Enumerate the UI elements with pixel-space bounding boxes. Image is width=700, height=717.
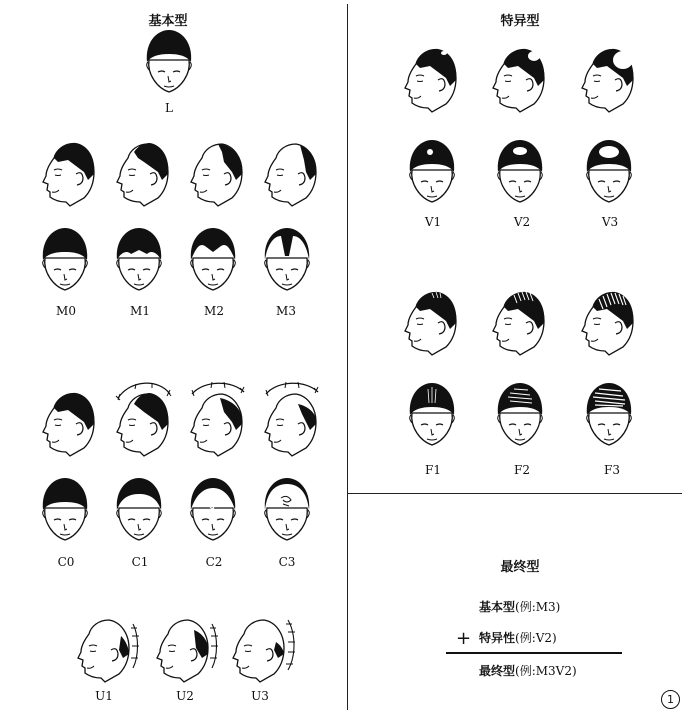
formula-specific-label: 特异性	[479, 631, 516, 645]
vertical-divider	[347, 4, 348, 710]
label-M3: M3	[276, 304, 296, 318]
plus-sign: +	[456, 628, 472, 649]
head-top-view-F1	[404, 381, 460, 447]
head-side-view-F2	[490, 285, 548, 357]
head-top-view-L	[141, 28, 197, 94]
head-side-view-M3	[262, 136, 320, 208]
head-side-view-U2	[154, 612, 220, 684]
label-C3: C3	[278, 555, 296, 569]
head-side-view-U1	[75, 612, 141, 684]
head-top-view-M0	[37, 226, 93, 292]
head-side-view-C0	[40, 386, 98, 458]
head-side-view-C2	[188, 386, 246, 458]
formula-specific-example: (例:V2)	[515, 631, 557, 645]
head-side-view-M0	[40, 136, 98, 208]
head-side-view-C3	[262, 386, 320, 458]
head-top-view-V2	[492, 138, 548, 204]
formula-basic-line	[479, 598, 560, 615]
head-side-view-M1	[114, 136, 172, 208]
label-C1: C1	[131, 555, 149, 569]
label-F2: F2	[514, 463, 530, 477]
horizontal-divider	[348, 493, 682, 494]
head-top-view-V3	[581, 138, 637, 204]
head-side-view-C1	[114, 386, 172, 458]
label-V3: V3	[601, 215, 619, 229]
label-F1: F1	[425, 463, 441, 477]
head-side-view-M2	[188, 136, 246, 208]
formula-final-line	[479, 662, 577, 679]
head-top-view-F2	[492, 381, 548, 447]
head-side-view-V1	[402, 42, 460, 114]
label-V1: V1	[424, 215, 442, 229]
head-top-view-F3	[581, 381, 637, 447]
final-type-title: 最终型	[500, 560, 540, 575]
head-top-view-C0	[37, 476, 93, 542]
head-top-view-M3	[259, 226, 315, 292]
label-M1: M1	[130, 304, 150, 318]
label-U1: U1	[95, 689, 113, 703]
label-F3: F3	[604, 463, 620, 477]
page-number-circle: 1	[661, 690, 680, 709]
head-side-view-F1	[402, 285, 460, 357]
formula-final-label: 最终型	[479, 664, 516, 678]
head-top-view-V1	[404, 138, 460, 204]
label-M2: M2	[204, 304, 224, 318]
label-C0: C0	[57, 555, 75, 569]
formula-specific-line	[479, 629, 557, 646]
specific-type-title: 特异型	[500, 14, 540, 29]
formula-final-example: (例:M3V2)	[515, 664, 577, 678]
head-side-view-V3	[579, 42, 637, 114]
formula-basic-label: 基本型	[479, 600, 516, 614]
head-top-view-C1	[111, 476, 167, 542]
head-side-view-U3	[230, 612, 296, 684]
label-M0: M0	[56, 304, 76, 318]
head-side-view-F3	[579, 285, 637, 357]
label-U2: U2	[176, 689, 194, 703]
head-side-view-V2	[490, 42, 548, 114]
head-top-view-M2	[185, 226, 241, 292]
head-top-view-M1	[111, 226, 167, 292]
label-C2: C2	[205, 555, 223, 569]
head-top-view-C3	[259, 476, 315, 542]
sum-line	[446, 652, 622, 654]
basic-type-title: 基本型	[148, 14, 188, 29]
label-L: L	[165, 101, 173, 115]
head-top-view-C2	[185, 476, 241, 542]
label-V2: V2	[513, 215, 531, 229]
label-U3: U3	[251, 689, 269, 703]
formula-basic-example: (例:M3)	[515, 600, 561, 614]
